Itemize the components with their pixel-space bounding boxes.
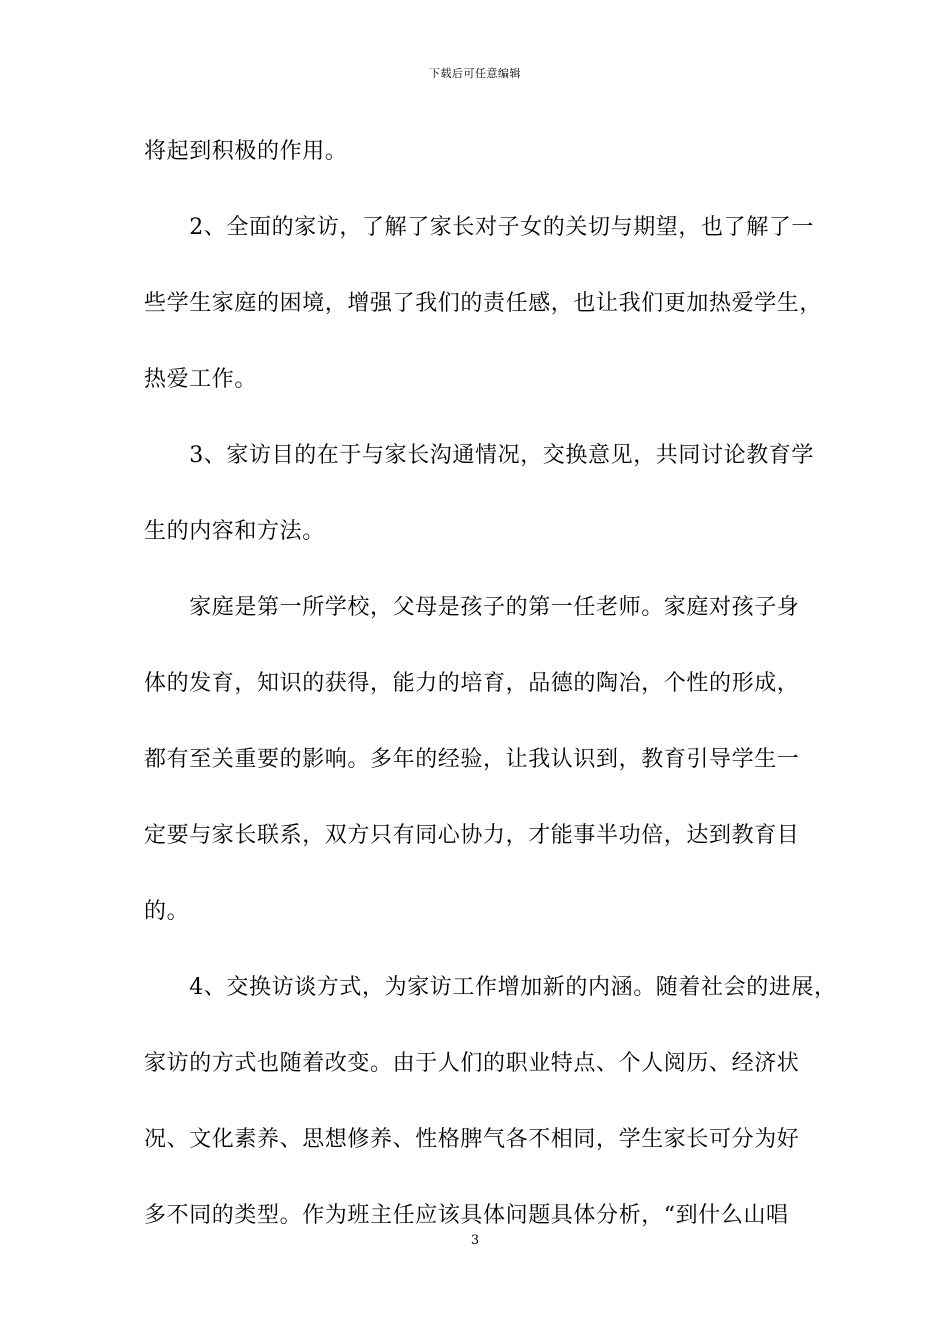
text-line: 热爱工作。: [144, 367, 258, 392]
text-line: 定要与家长联系，双方只有同心协力，才能事半功倍，达到教育目: [144, 823, 800, 848]
text-line: 家访的方式也随着改变。由于人们的职业特点、个人阅历、经济状: [144, 1051, 800, 1076]
text-line: 体的发育，知识的获得，能力的培育，品德的陶冶，个性的形成，: [144, 671, 800, 696]
page-number: 3: [470, 1233, 480, 1248]
text-line: 些学生家庭的困境，增强了我们的责任感，也让我们更加热爱学生，: [144, 291, 823, 316]
text-line: 都有至关重要的影响。多年的经验，让我认识到，教育引导学生一: [144, 747, 800, 772]
text-line: 3、家访目的在于与家长沟通情况，交换意见，共同讨论教育学: [144, 443, 814, 468]
page-header: 下载后可任意编辑: [429, 67, 521, 80]
text-line: 的。: [144, 899, 190, 924]
text-line: 4、交换访谈方式，为家访工作增加新的内涵。随着社会的进展，: [144, 975, 837, 1000]
text-line: 将起到积极的作用。: [144, 139, 348, 164]
text-line: 2、全面的家访，了解了家长对子女的关切与期望，也了解了一: [144, 215, 814, 240]
text-line: 况、文化素养、思想修养、性格脾气各不相同，学生家长可分为好: [144, 1127, 800, 1152]
text-line: 生的内容和方法。: [144, 519, 325, 544]
document-body: [144, 126, 837, 1266]
text-line: 多不同的类型。作为班主任应该具体问题具体分析，“到什么山唱: [144, 1203, 789, 1228]
text-line: 家庭是第一所学校，父母是孩子的第一任老师。家庭对孩子身: [144, 595, 800, 620]
